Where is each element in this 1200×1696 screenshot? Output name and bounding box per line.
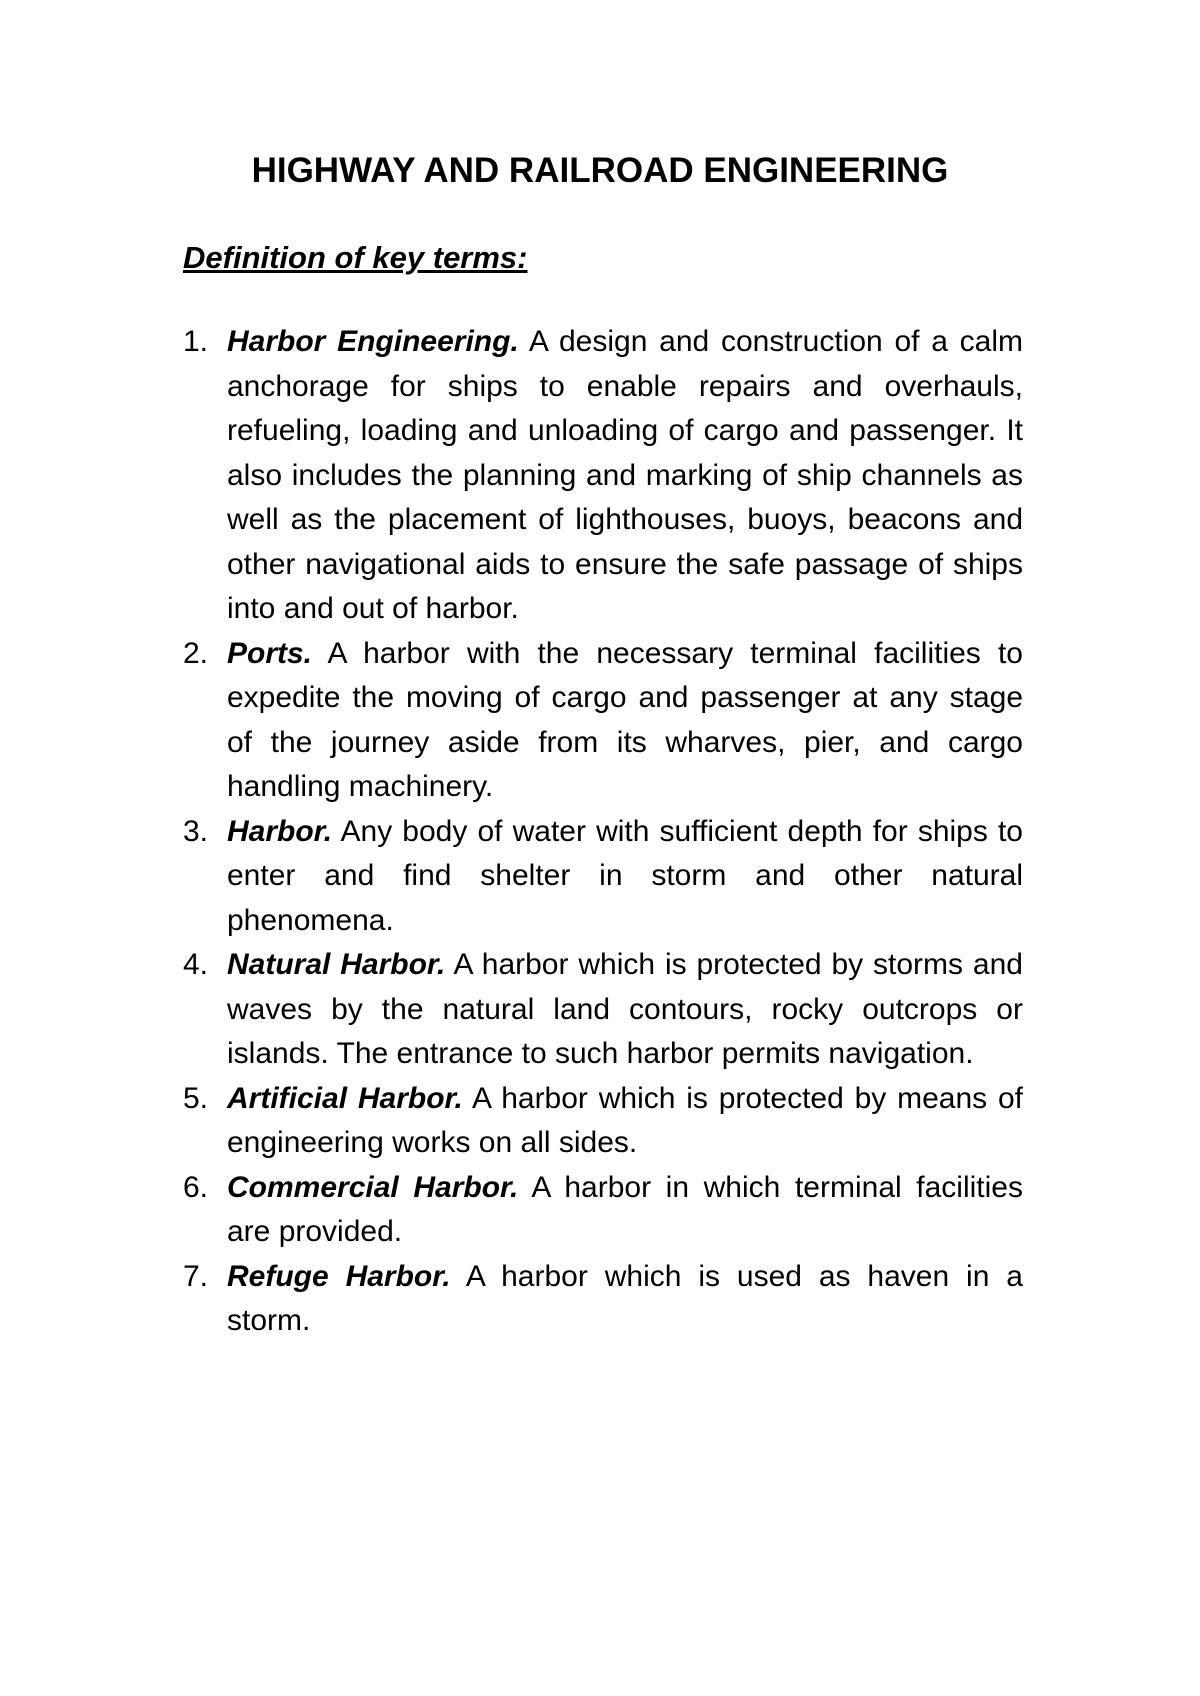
- term-name: Ports.: [227, 636, 313, 670]
- term-body: [227, 810, 1023, 944]
- term-number: 1.: [183, 325, 209, 358]
- term-name: Refuge Harbor.: [227, 1259, 451, 1293]
- term-definition: A harbor in which terminal facilities are provided.: [227, 1170, 1023, 1248]
- term-item: [183, 1077, 1023, 1166]
- term-name: Harbor.: [227, 814, 333, 848]
- term-name: Artificial Harbor.: [227, 1081, 463, 1115]
- term-number: 6.: [183, 1170, 209, 1204]
- term-number: 5.: [183, 1081, 209, 1115]
- term-body: [227, 1077, 1023, 1166]
- term-body: [227, 320, 1023, 632]
- term-body: [227, 1166, 1023, 1255]
- term-item: [183, 943, 1023, 1077]
- term-definition: A harbor with the necessary terminal facilities to expedite the moving of cargo and passenger at any stage of the journey aside from its wharves, pier, and cargo handling machinery.: [227, 636, 1023, 803]
- term-definition: A harbor which is used as haven in a storm.: [227, 1259, 1023, 1337]
- term-definition: A design and construction of a calm anchorage for ships to enable repairs and overhauls, refueling, loading and unloading of cargo and passenger. It also includes the planning and marking of ship channels as well as the placement of lighthouses, buoys, beacons and other navigational aids to ensure the safe passage of ships into and out of harbor.: [227, 325, 1023, 625]
- term-definition: A harbor which is protected by means of engineering works on all sides.: [227, 1081, 1023, 1159]
- page-title: HIGHWAY AND RAILROAD ENGINEERING: [251, 151, 949, 190]
- term-body: [227, 943, 1023, 1077]
- term-name: Commercial Harbor.: [227, 1170, 519, 1204]
- term-definition: A harbor which is protected by storms and waves by the natural land contours, rocky outcrops or islands. The entrance to such harbor permits navigation.: [227, 948, 1023, 1070]
- term-item: [183, 810, 1023, 944]
- term-body: [227, 632, 1023, 810]
- section-heading: Definition of key terms:: [183, 240, 528, 275]
- term-item: [183, 1166, 1023, 1255]
- term-item: [183, 632, 1023, 810]
- terms-list: [183, 320, 1023, 1344]
- term-item: [183, 320, 1023, 632]
- term-name: Natural Harbor.: [227, 948, 446, 981]
- term-number: 7.: [183, 1259, 209, 1293]
- term-number: 3.: [183, 814, 209, 848]
- term-number: 2.: [183, 636, 209, 670]
- term-body: [227, 1255, 1023, 1344]
- term-number: 4.: [183, 948, 209, 981]
- term-name: Harbor Engineering.: [227, 325, 519, 358]
- term-item: [183, 1255, 1023, 1344]
- term-definition: Any body of water with sufficient depth for ships to enter and find shelter in storm and other natural phenomena.: [227, 814, 1023, 937]
